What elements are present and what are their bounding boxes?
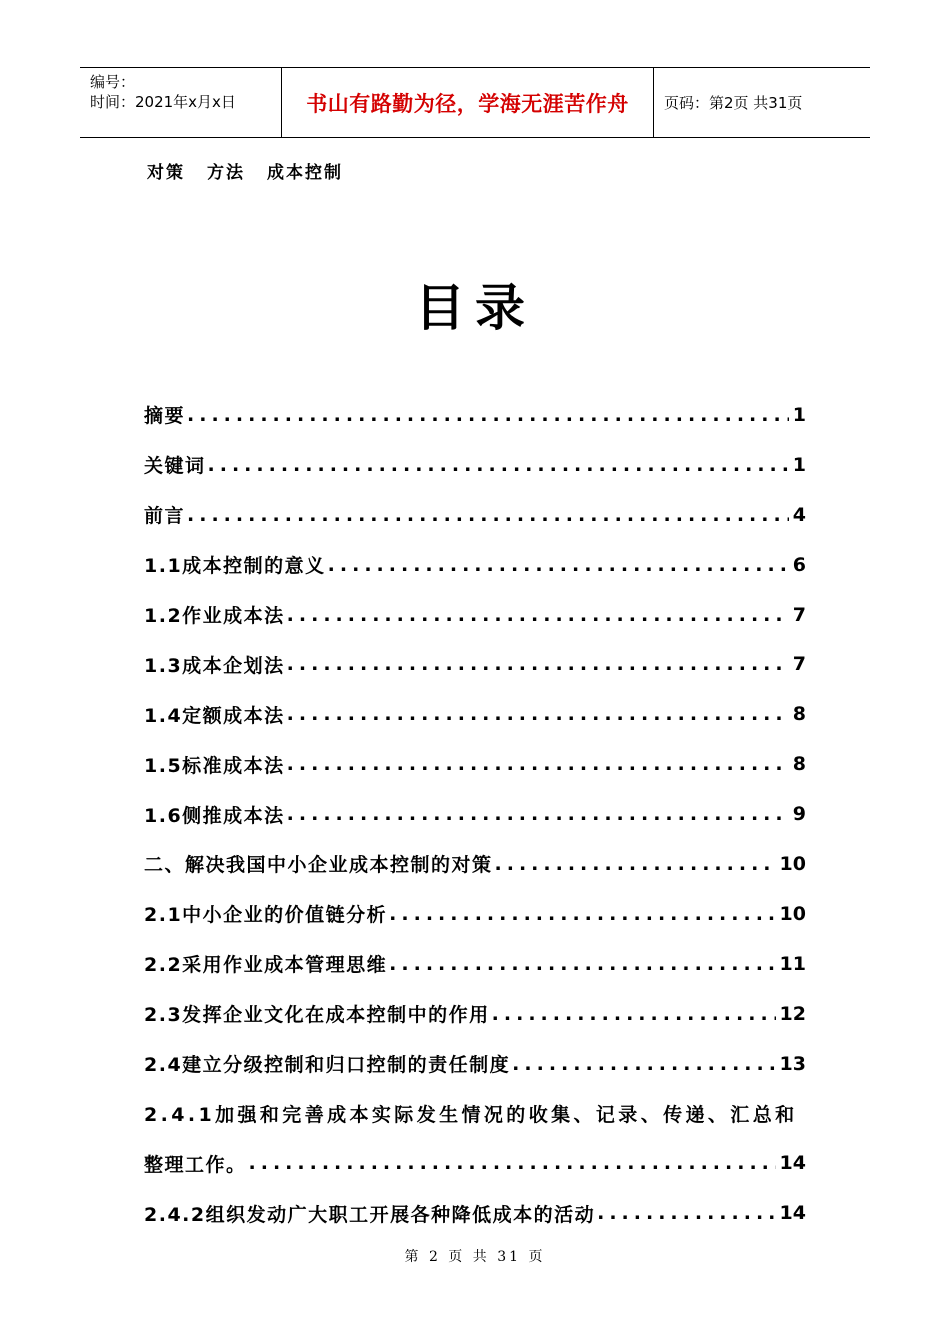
toc-leader — [328, 554, 789, 576]
toc-entry[interactable] — [144, 590, 806, 640]
toc-label: 关键词 — [144, 455, 206, 478]
toc-page: 14 — [779, 1202, 806, 1225]
toc-page: 13 — [779, 1052, 806, 1075]
toc-label: 1.4定额成本法 — [144, 704, 285, 727]
toc-label: 整理工作。 — [144, 1153, 247, 1176]
toc-page: 10 — [779, 852, 806, 875]
time-label: 时间：2021年x月x日 — [90, 93, 236, 111]
toc-label: 2.1中小企业的价值链分析 — [144, 904, 388, 927]
toc-leader — [492, 1003, 776, 1025]
toc-leader — [249, 1152, 776, 1174]
motto-text: 书山有路勤为径，学海无涯苦作舟 — [306, 90, 629, 116]
toc-leader — [495, 853, 776, 875]
toc-page: 8 — [792, 703, 806, 726]
toc-leader — [187, 504, 789, 526]
toc-leader — [597, 1202, 775, 1224]
toc-entry-wrapped[interactable] — [144, 1088, 806, 1138]
toc-entry[interactable] — [144, 789, 806, 839]
toc-label: 2.4.2组织发动广大职工开展各种降低成本的活动 — [144, 1203, 596, 1226]
toc-entry[interactable] — [144, 390, 806, 440]
page-header — [80, 67, 870, 138]
toc-entry[interactable] — [144, 939, 806, 989]
toc-page: 10 — [779, 902, 806, 925]
toc-entry[interactable] — [144, 739, 806, 789]
toc-entry[interactable] — [144, 889, 806, 939]
toc-page: 7 — [792, 653, 806, 676]
toc-leader — [287, 803, 789, 825]
toc-entry[interactable] — [144, 540, 806, 590]
toc-leader — [389, 903, 775, 925]
toc-label: 二、解决我国中小企业成本控制的对策 — [144, 854, 493, 877]
toc-page: 14 — [779, 1152, 806, 1175]
toc-page: 12 — [779, 1002, 806, 1025]
header-motto-cell — [282, 68, 654, 137]
toc-entry[interactable] — [144, 1039, 806, 1089]
toc-page: 6 — [792, 553, 806, 576]
toc-entry[interactable] — [144, 639, 806, 689]
toc-label: 2.4.1加强和完善成本实际发生情况的收集、记录、传递、汇总和 — [144, 1103, 798, 1126]
toc-page: 4 — [792, 503, 806, 526]
table-of-contents — [144, 390, 806, 1238]
keyword: 方法 — [207, 163, 245, 183]
page-info-text: 页码：第2页 共31页 — [664, 94, 803, 112]
header-meta — [80, 68, 282, 137]
toc-entry[interactable] — [144, 440, 806, 490]
toc-label: 摘要 — [144, 405, 186, 428]
toc-entry[interactable] — [144, 989, 806, 1039]
toc-entry[interactable] — [144, 490, 806, 540]
toc-leader — [287, 604, 789, 626]
toc-page: 1 — [792, 403, 806, 426]
page-footer: 第 2 页 共 31 页 — [404, 1249, 546, 1265]
toc-page: 9 — [792, 803, 806, 826]
keyword: 成本控制 — [267, 163, 343, 183]
toc-label: 2.4建立分级控制和归口控制的责任制度 — [144, 1054, 511, 1077]
toc-page: 1 — [792, 453, 806, 476]
toc-label: 1.2作业成本法 — [144, 605, 285, 627]
toc-label: 1.1成本控制的意义 — [144, 555, 326, 578]
toc-label: 2.2采用作业成本管理思维 — [144, 954, 388, 977]
number-label: 编号： — [90, 73, 136, 91]
toc-leader — [187, 404, 789, 426]
toc-entry[interactable] — [144, 689, 806, 739]
toc-page: 8 — [792, 753, 806, 776]
toc-entry[interactable] — [144, 1138, 806, 1188]
toc-leader — [287, 653, 789, 675]
toc-label: 1.3成本企划法 — [144, 654, 285, 677]
page-title: 目录 — [415, 278, 535, 337]
toc-page: 7 — [792, 603, 806, 626]
toc-page: 11 — [779, 952, 806, 975]
toc-leader — [287, 753, 789, 775]
keyword: 对策 — [147, 163, 185, 183]
toc-label: 2.3发挥企业文化在成本控制中的作用 — [144, 1004, 490, 1027]
toc-label: 1.6侧推成本法 — [144, 804, 285, 827]
toc-leader — [389, 953, 775, 975]
keywords-line — [147, 158, 365, 183]
toc-entry[interactable] — [144, 1188, 806, 1238]
toc-leader — [208, 454, 789, 476]
toc-label: 前言 — [144, 505, 186, 528]
header-page-info — [654, 68, 870, 137]
toc-leader — [287, 703, 789, 725]
toc-entry[interactable] — [144, 839, 806, 889]
toc-leader — [512, 1053, 775, 1075]
toc-label: 1.5标准成本法 — [144, 754, 285, 777]
